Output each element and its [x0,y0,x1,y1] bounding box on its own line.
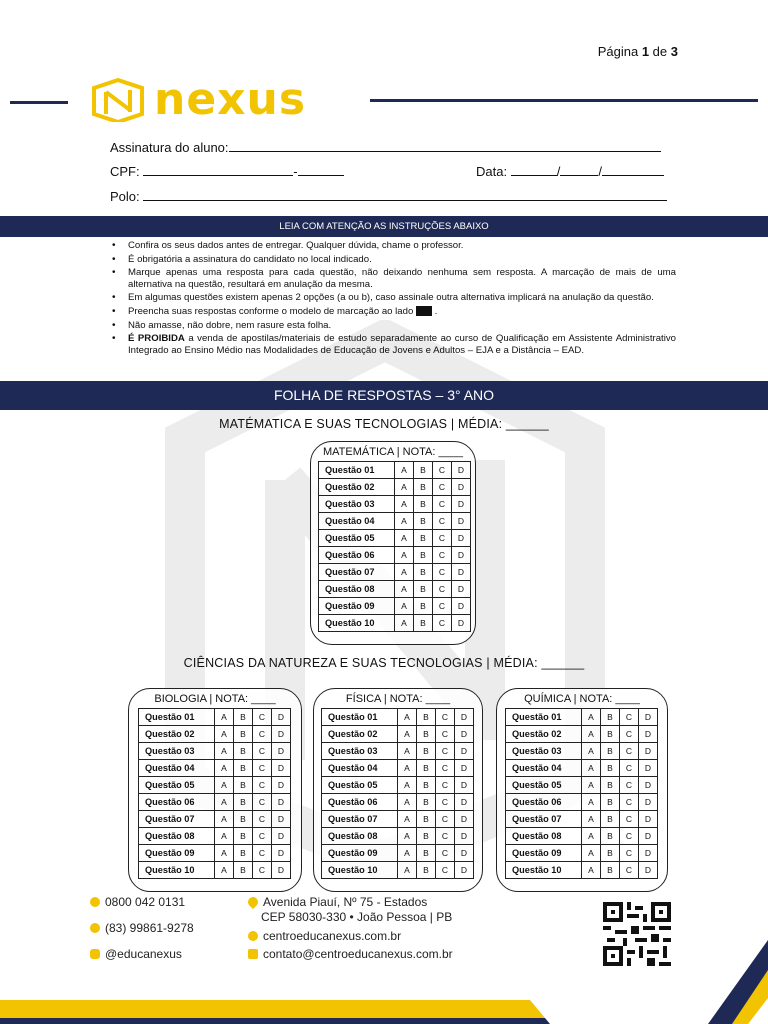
answer-option-a[interactable]: A [582,760,601,777]
answer-option-d[interactable]: D [272,794,291,811]
marking-sample [416,306,432,316]
answer-option-c[interactable]: C [253,811,272,828]
question-label: Questão 09 [322,845,398,862]
question-label: Questão 08 [139,828,215,845]
question-label: Questão 04 [506,760,582,777]
answer-option-c[interactable]: C [433,513,452,530]
answer-option-b[interactable]: B [601,726,620,743]
answer-option-d[interactable]: D [455,709,474,726]
answer-option-d[interactable]: D [272,811,291,828]
answer-grid [138,708,291,879]
answer-option-c[interactable]: C [620,726,639,743]
table-row [319,615,471,632]
answer-option-b[interactable]: B [417,709,436,726]
answer-option-b[interactable]: B [234,811,253,828]
question-label: Questão 03 [139,743,215,760]
question-label: Questão 09 [319,598,395,615]
table-row [139,777,291,794]
question-label: Questão 03 [322,743,398,760]
table-row [322,726,474,743]
answer-option-d[interactable]: D [272,726,291,743]
answer-option-a[interactable]: A [395,513,414,530]
table-row [322,743,474,760]
answer-option-b[interactable]: B [234,862,253,879]
math-section-title: MATÉMATICA E SUAS TECNOLOGIAS | MÉDIA: ______ [219,417,549,431]
answer-option-a[interactable]: A [582,777,601,794]
list-item: • É PROIBIDA a venda de apostilas/materiais de estudo separadamente ao curso de Qualificação em Assistente Administrativo Integrado ao Ensino Médio nas Modalidades de Educação de Jovens e Adultos – EJA e a Distância – EAD. [110,333,676,356]
table-row [506,794,658,811]
answer-option-d[interactable]: D [272,760,291,777]
answer-option-d[interactable]: D [272,862,291,879]
table-row [506,811,658,828]
answer-option-d[interactable]: D [639,777,658,794]
table-row [322,794,474,811]
answer-option-c[interactable]: C [253,760,272,777]
answer-option-a[interactable]: A [215,726,234,743]
answer-option-a[interactable]: A [398,845,417,862]
table-row [322,760,474,777]
answer-option-d[interactable]: D [639,811,658,828]
table-row [319,598,471,615]
table-row [506,743,658,760]
question-label: Questão 07 [506,811,582,828]
answer-option-b[interactable]: B [417,777,436,794]
qr-code-icon [603,902,671,966]
answer-option-d[interactable]: D [455,760,474,777]
answer-option-b[interactable]: B [417,845,436,862]
answer-option-b[interactable]: B [601,743,620,760]
answer-option-c[interactable]: C [433,496,452,513]
table-row [139,811,291,828]
answer-grid [321,708,474,879]
answer-option-d[interactable]: D [272,743,291,760]
mail-icon [248,949,258,959]
question-label: Questão 02 [322,726,398,743]
answer-option-d[interactable]: D [639,845,658,862]
answer-option-b[interactable]: B [414,513,433,530]
list-item: • Preencha suas respostas conforme o modelo de marcação ao lado . [110,306,676,318]
answer-option-b[interactable]: B [417,726,436,743]
answer-option-d[interactable]: D [455,777,474,794]
answer-option-b[interactable]: B [414,581,433,598]
question-label: Questão 01 [139,709,215,726]
answer-option-a[interactable]: A [215,743,234,760]
answer-option-c[interactable]: C [620,709,639,726]
question-label: Questão 09 [139,845,215,862]
question-label: Questão 05 [319,530,395,547]
answer-option-c[interactable]: C [620,828,639,845]
footer-address-line2: CEP 58030-330 • João Pessoa | PB [261,910,453,924]
table-row [139,709,291,726]
answer-option-b[interactable]: B [601,828,620,845]
question-label: Questão 03 [506,743,582,760]
answer-option-a[interactable]: A [395,564,414,581]
logo-rule-right [370,99,758,102]
answer-option-d[interactable]: D [452,547,471,564]
answer-option-c[interactable]: C [433,564,452,581]
answer-option-b[interactable]: B [417,743,436,760]
answer-option-a[interactable]: A [582,828,601,845]
answer-option-c[interactable]: C [620,845,639,862]
answer-option-c[interactable]: C [433,581,452,598]
card-title: FÍSICA | NOTA: ____ [345,693,451,705]
question-label: Questão 07 [322,811,398,828]
answer-option-b[interactable]: B [234,726,253,743]
list-item: • Marque apenas uma resposta para cada questão, não deixando nenhuma sem resposta. A marcação de mais de uma alternativa na questão, resultará em anulação da mesma. [110,267,676,290]
answer-option-b[interactable]: B [414,462,433,479]
answer-option-c[interactable]: C [253,828,272,845]
question-label: Questão 10 [506,862,582,879]
answer-option-d[interactable]: D [452,513,471,530]
table-row [506,760,658,777]
answer-option-b[interactable]: B [601,760,620,777]
answer-option-b[interactable]: B [234,828,253,845]
nexus-logo [88,76,306,124]
answer-option-c[interactable]: C [433,615,452,632]
answer-option-a[interactable]: A [215,794,234,811]
answer-option-c[interactable]: C [253,862,272,879]
answer-option-a[interactable]: A [582,726,601,743]
answer-option-b[interactable]: B [414,530,433,547]
answer-option-c[interactable]: C [436,709,455,726]
answer-option-d[interactable]: D [455,862,474,879]
answer-option-a[interactable]: A [215,845,234,862]
question-label: Questão 06 [139,794,215,811]
answer-option-d[interactable]: D [452,479,471,496]
instagram-icon [90,949,100,959]
table-row [139,743,291,760]
footer-email: contato@centroeducanexus.com.br [248,947,453,961]
table-row [319,581,471,598]
location-pin-icon [246,895,260,909]
answer-option-b[interactable]: B [414,496,433,513]
question-label: Questão 06 [322,794,398,811]
logo-text: nexus [154,74,307,125]
question-label: Questão 03 [319,496,395,513]
answer-option-d[interactable]: D [455,828,474,845]
table-row [319,530,471,547]
answer-option-a[interactable]: A [398,777,417,794]
answer-option-d[interactable]: D [639,726,658,743]
math-answer-card [310,441,476,645]
answer-option-c[interactable]: C [253,743,272,760]
logo-rule-left [10,101,68,104]
answer-option-a[interactable]: A [398,709,417,726]
card-title: MATEMÁTICA | NOTA: ____ [323,446,463,458]
cursor-icon [248,931,258,941]
answer-option-b[interactable]: B [234,760,253,777]
question-label: Questão 07 [319,564,395,581]
answer-option-a[interactable]: A [398,726,417,743]
answer-option-b[interactable]: B [601,709,620,726]
answer-option-b[interactable]: B [234,743,253,760]
table-row [139,760,291,777]
answer-option-c[interactable]: C [253,777,272,794]
polo-field[interactable]: Polo: [110,189,667,204]
answer-option-c[interactable]: C [436,743,455,760]
table-row [319,496,471,513]
table-row [506,777,658,794]
answer-option-a[interactable]: A [395,530,414,547]
answer-option-d[interactable]: D [455,811,474,828]
answer-option-b[interactable]: B [234,794,253,811]
answer-option-d[interactable]: D [452,598,471,615]
answer-option-c[interactable]: C [253,726,272,743]
answer-grid [505,708,658,879]
answer-option-c[interactable]: C [433,462,452,479]
answer-option-a[interactable]: A [582,709,601,726]
question-label: Questão 04 [139,760,215,777]
answer-option-a[interactable]: A [395,479,414,496]
answer-option-c[interactable]: C [436,777,455,794]
table-row [139,845,291,862]
question-label: Questão 02 [319,479,395,496]
cpf-field[interactable]: CPF: - [110,164,344,179]
answer-option-b[interactable]: B [417,862,436,879]
footer-whatsapp: (83) 99861-9278 [90,921,194,935]
table-row [506,845,658,862]
answer-option-a[interactable]: A [395,496,414,513]
bottom-stripe-decoration [0,996,768,1024]
answer-option-a[interactable]: A [582,794,601,811]
answer-option-b[interactable]: B [234,845,253,862]
signature-field[interactable]: Assinatura do aluno: [110,140,661,155]
question-label: Questão 06 [319,547,395,564]
answer-option-d[interactable]: D [452,530,471,547]
answer-option-a[interactable]: A [398,794,417,811]
answer-option-b[interactable]: B [417,760,436,777]
question-label: Questão 08 [319,581,395,598]
answer-option-d[interactable]: D [455,743,474,760]
table-row [319,479,471,496]
table-row [319,513,471,530]
answer-option-c[interactable]: C [436,828,455,845]
card-title: QUÍMICA | NOTA: ____ [524,693,640,705]
answer-option-d[interactable]: D [272,777,291,794]
answer-option-b[interactable]: B [601,777,620,794]
answer-option-d[interactable]: D [452,496,471,513]
answer-option-c[interactable]: C [433,530,452,547]
answer-option-d[interactable]: D [452,615,471,632]
chemistry-answer-card [496,688,668,892]
answer-option-d[interactable]: D [272,709,291,726]
question-label: Questão 07 [139,811,215,828]
nexus-logo-mark-icon [88,78,148,122]
answer-option-c[interactable]: C [436,726,455,743]
question-label: Questão 04 [319,513,395,530]
list-item: • É obrigatória a assinatura do candidato no local indicado. [110,254,676,266]
table-row [139,794,291,811]
answer-option-a[interactable]: A [582,811,601,828]
question-label: Questão 01 [506,709,582,726]
answer-option-a[interactable]: A [395,615,414,632]
answer-option-a[interactable]: A [395,598,414,615]
answer-option-d[interactable]: D [639,862,658,879]
answer-option-c[interactable]: C [253,794,272,811]
answer-option-a[interactable]: A [398,760,417,777]
answer-option-d[interactable]: D [455,794,474,811]
answer-option-a[interactable]: A [215,828,234,845]
answer-option-d[interactable]: D [452,462,471,479]
phone-icon [90,897,100,907]
answer-option-d[interactable]: D [272,828,291,845]
answer-option-b[interactable]: B [414,564,433,581]
answer-option-a[interactable]: A [398,743,417,760]
answer-option-b[interactable]: B [414,598,433,615]
answer-option-c[interactable]: C [433,547,452,564]
answer-option-b[interactable]: B [601,794,620,811]
answer-option-d[interactable]: D [639,709,658,726]
answer-option-d[interactable]: D [639,828,658,845]
table-row [322,811,474,828]
answer-sheet-title: FOLHA DE RESPOSTAS – 3° ANO [0,381,768,410]
question-label: Questão 02 [506,726,582,743]
answer-option-a[interactable]: A [398,828,417,845]
answer-option-a[interactable]: A [398,811,417,828]
page-number: Página 1 de 3 [597,44,678,59]
table-row [319,462,471,479]
answer-option-c[interactable]: C [620,794,639,811]
answer-option-c[interactable]: C [620,777,639,794]
answer-option-d[interactable]: D [455,726,474,743]
question-label: Questão 01 [322,709,398,726]
table-row [139,726,291,743]
answer-option-a[interactable]: A [398,862,417,879]
answer-option-a[interactable]: A [215,709,234,726]
answer-option-a[interactable]: A [215,760,234,777]
answer-option-c[interactable]: C [620,743,639,760]
answer-option-d[interactable]: D [452,564,471,581]
answer-option-b[interactable]: B [601,845,620,862]
table-row [506,709,658,726]
instructions-heading: LEIA COM ATENÇÃO AS INSTRUÇÕES ABAIXO [0,216,768,237]
biology-answer-card [128,688,302,892]
table-row [506,862,658,879]
answer-option-c[interactable]: C [620,862,639,879]
question-label: Questão 01 [319,462,395,479]
question-label: Questão 02 [139,726,215,743]
answer-option-c[interactable]: C [436,845,455,862]
table-row [139,862,291,879]
list-item: • Em algumas questões existem apenas 2 opções (a ou b), caso assinale outra alternativa implicará na anulação da questão. [110,292,676,304]
answer-option-c[interactable]: C [253,709,272,726]
question-label: Questão 05 [506,777,582,794]
footer-phone: 0800 042 0131 [90,895,185,909]
answer-option-d[interactable]: D [639,794,658,811]
answer-option-a[interactable]: A [582,862,601,879]
answer-option-d[interactable]: D [272,845,291,862]
answer-option-b[interactable]: B [414,479,433,496]
physics-answer-card [313,688,483,892]
answer-option-b[interactable]: B [417,811,436,828]
table-row [322,777,474,794]
answer-option-a[interactable]: A [582,743,601,760]
question-label: Questão 08 [506,828,582,845]
table-row [139,828,291,845]
question-label: Questão 08 [322,828,398,845]
table-row [322,709,474,726]
answer-option-d[interactable]: D [452,581,471,598]
answer-option-b[interactable]: B [234,709,253,726]
answer-option-b[interactable]: B [414,615,433,632]
table-row [322,845,474,862]
answer-option-b[interactable]: B [417,828,436,845]
footer-address: Avenida Piauí, Nº 75 - Estados [248,895,427,909]
question-label: Questão 04 [322,760,398,777]
answer-option-c[interactable]: C [436,760,455,777]
table-row [319,547,471,564]
answer-option-c[interactable]: C [436,811,455,828]
date-field[interactable]: Data: / / [476,164,664,179]
answer-option-c[interactable]: C [433,598,452,615]
question-label: Questão 06 [506,794,582,811]
answer-option-c[interactable]: C [620,811,639,828]
answer-grid [318,461,471,632]
answer-option-c[interactable]: C [620,760,639,777]
answer-option-b[interactable]: B [601,862,620,879]
question-label: Questão 10 [319,615,395,632]
footer-instagram: @educanexus [90,947,182,961]
list-item: • Confira os seus dados antes de entregar. Qualquer dúvida, chame o professor. [110,240,676,252]
table-row [319,564,471,581]
answer-option-a[interactable]: A [395,462,414,479]
question-label: Questão 05 [322,777,398,794]
question-label: Questão 10 [322,862,398,879]
answer-option-c[interactable]: C [433,479,452,496]
question-label: Questão 09 [506,845,582,862]
answer-option-b[interactable]: B [414,547,433,564]
whatsapp-icon [90,923,100,933]
answer-option-d[interactable]: D [639,760,658,777]
table-row [506,828,658,845]
answer-option-b[interactable]: B [417,794,436,811]
answer-option-b[interactable]: B [601,811,620,828]
answer-option-a[interactable]: A [582,845,601,862]
answer-option-a[interactable]: A [395,547,414,564]
question-label: Questão 05 [139,777,215,794]
answer-option-d[interactable]: D [639,743,658,760]
card-title: BIOLOGIA | NOTA: ____ [154,693,276,705]
question-label: Questão 10 [139,862,215,879]
answer-option-a[interactable]: A [215,777,234,794]
answer-option-a[interactable]: A [215,811,234,828]
table-row [322,862,474,879]
science-section-title: CIÊNCIAS DA NATUREZA E SUAS TECNOLOGIAS | MÉDIA: ______ [183,656,585,670]
answer-option-c[interactable]: C [436,794,455,811]
table-row [506,726,658,743]
answer-option-c[interactable]: C [253,845,272,862]
answer-option-d[interactable]: D [455,845,474,862]
answer-option-b[interactable]: B [234,777,253,794]
answer-option-a[interactable]: A [215,862,234,879]
table-row [322,828,474,845]
answer-option-a[interactable]: A [395,581,414,598]
footer-website: centroeducanexus.com.br [248,929,401,943]
list-item: • Não amasse, não dobre, nem rasure esta folha. [110,320,676,332]
answer-option-c[interactable]: C [436,862,455,879]
